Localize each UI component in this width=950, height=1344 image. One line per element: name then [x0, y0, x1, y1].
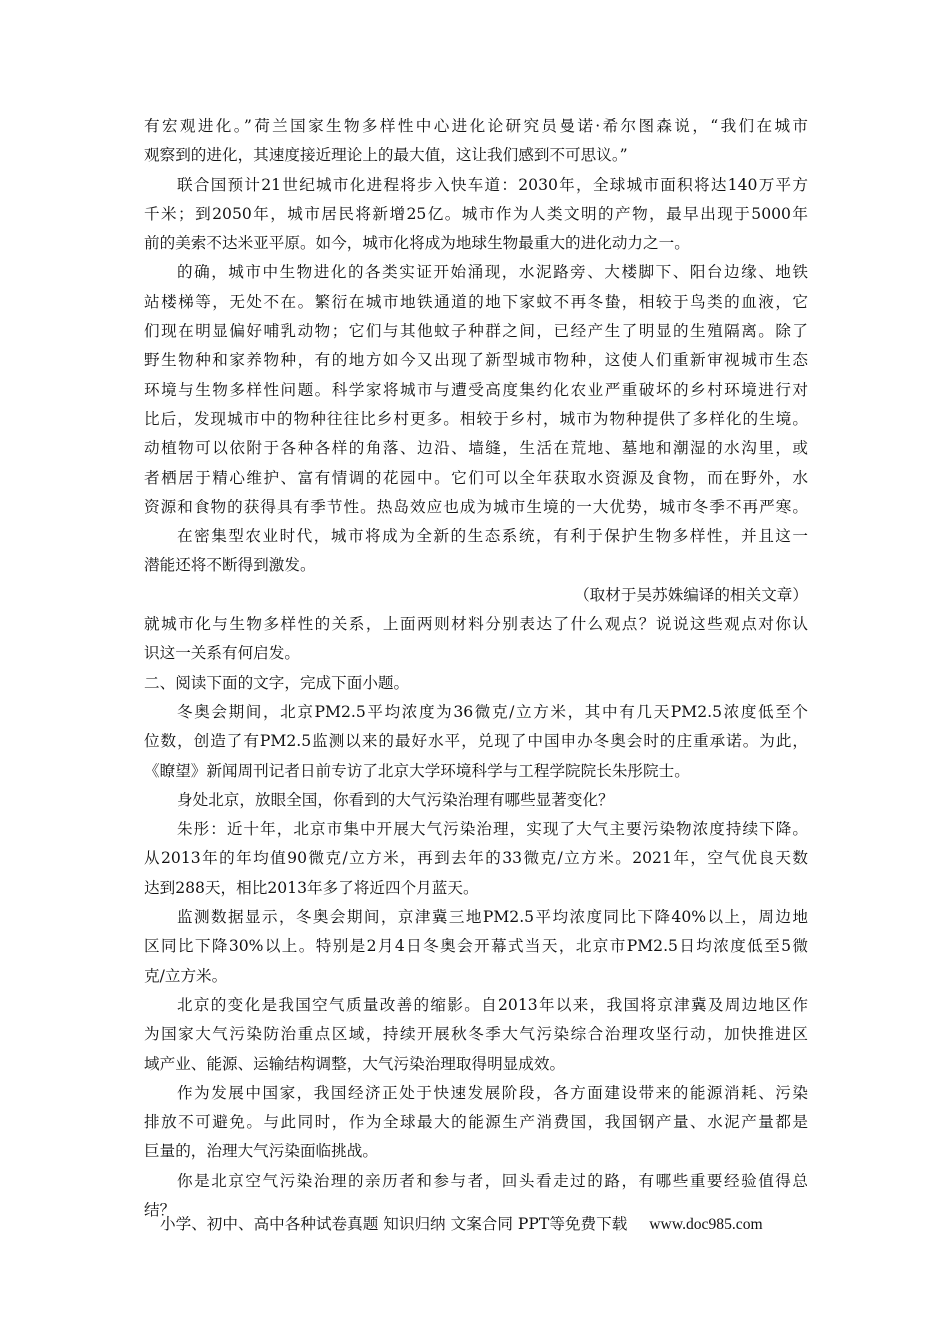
text-line: 为国家大气污染防治重点区域，持续开展秋冬季大气污染综合治理攻坚行动，加快推进区: [144, 1025, 808, 1044]
text-line: 前的美索不达米亚平原。如今，城市化将成为地球生物最重大的进化动力之一。: [144, 234, 690, 253]
text-line: 北京的变化是我国空气质量改善的缩影。自2013年以来，我国将京津冀及周边地区作: [177, 995, 808, 1014]
text-line: 在密集型农业时代，城市将成为全新的生态系统，有利于保护生物多样性，并且这一: [177, 527, 808, 546]
text-line: 观察到的进化，其速度接近理论上的最大值，这让我们感到不可思议。”: [144, 146, 628, 165]
text-line: 域产业、能源、运输结构调整，大气污染治理取得明显成效。: [144, 1054, 566, 1073]
source-citation: （取材于吴苏姝编译的相关文章）: [574, 585, 808, 604]
document-body: [144, 112, 808, 1225]
text-line: 联合国预计21世纪城市化进程将步入快车道：2030年，全球城市面积将达140万平方: [177, 175, 808, 194]
text-line: 监测数据显示，冬奥会期间，京津冀三地PM2.5平均浓度同比下降40%以上，周边地: [177, 908, 808, 927]
text-line: 有宏观进化。”荷兰国家生物多样性中心进化论研究员曼诺·希尔图森说，“我们在城市: [144, 117, 808, 135]
text-line: 朱彤：近十年，北京市集中开展大气污染治理，实现了大气主要污染物浓度持续下降。: [177, 820, 808, 839]
footer-text: 小学、初中、高中各种试卷真题 知识归纳 文案合同 PPT等免费下载: [160, 1215, 628, 1233]
text-line: 站楼梯等，无处不在。繁衍在城市地铁通道的地下家蚊不再冬蛰，相较于鸟类的血液，它: [144, 292, 808, 311]
text-line: 的确，城市中生物进化的各类实证开始涌现，水泥路旁、大楼脚下、阳台边缘、地铁: [177, 263, 808, 282]
text-line: 区同比下降30%以上。特别是2月4日冬奥会开幕式当天，北京市PM2.5日均浓度低至5微: [144, 937, 808, 956]
text-line: 环境与生物多样性问题。科学家将城市与遭受高度集约化农业严重破坏的乡村环境进行对: [144, 380, 808, 399]
text-line: 排放不可避免。与此同时，作为全球最大的能源生产消费国，我国钢产量、水泥产量都是: [144, 1113, 808, 1132]
text-line: 野生物种和家养物种，有的地方如今又出现了新型城市物种，这使人们重新审视城市生态: [144, 351, 808, 370]
text-line: 者栖居于精心维护、富有情调的花园中。它们可以全年获取水资源及食物，而在野外，水: [144, 468, 808, 487]
text-line: 巨量的，治理大气污染面临挑战。: [144, 1142, 378, 1161]
text-line: 潜能还将不断得到激发。: [144, 556, 316, 575]
text-line: 位数，创造了有PM2.5监测以来的最好水平，兑现了中国申办冬奥会时的庄重承诺。为此，: [144, 732, 808, 751]
text-line: 冬奥会期间，北京PM2.5平均浓度为36微克/立方米，其中有几天PM2.5浓度低至个: [177, 702, 808, 721]
text-line: 就城市化与生物多样性的关系，上面两则材料分别表达了什么观点？说说这些观点对你认: [144, 615, 808, 634]
text-line: 你是北京空气污染治理的亲历者和参与者，回头看走过的路，有哪些重要经验值得总: [177, 1171, 808, 1190]
text-line: 动植物可以依附于各种各样的角落、边沿、墙缝，生活在荒地、墓地和潮湿的水沟里，或: [144, 439, 808, 458]
text-line: 千米；到2050年，城市居民将新增25亿。城市作为人类文明的产物，最早出现于5000年: [144, 204, 808, 223]
text-line: 结？: [144, 1200, 176, 1219]
text-line: 达到288天，相比2013年多了将近四个月蓝天。: [144, 878, 479, 897]
text-line: 识这一关系有何启发。: [144, 644, 300, 663]
text-line: 二、阅读下面的文字，完成下面小题。: [144, 673, 410, 692]
text-line: 从2013年的年均值90微克/立方米，再到去年的33微克/立方米。2021年，空气优良天数: [144, 849, 808, 868]
text-line: 比后，发现城市中的物种往往比乡村更多。相较于乡村，城市为物种提供了多样化的生境。: [144, 409, 808, 428]
footer-website-link[interactable]: www.doc985.com: [649, 1216, 763, 1233]
text-line: 们现在明显偏好哺乳动物；它们与其他蚊子种群之间，已经产生了明显的生殖隔离。除了: [144, 322, 808, 341]
text-line: 作为发展中国家，我国经济正处于快速发展阶段，各方面建设带来的能源消耗、污染: [177, 1083, 808, 1102]
text-line: 《瞭望》新闻周刊记者日前专访了北京大学环境科学与工程学院院长朱彤院士。: [144, 761, 690, 780]
text-line: 身处北京，放眼全国，你看到的大气污染治理有哪些显著变化？: [177, 790, 614, 809]
text-line: 资源和食物的获得具有季节性。热岛效应也成为城市生境的一大优势，城市冬季不再严寒。: [144, 497, 808, 516]
page-footer: [160, 1210, 790, 1239]
text-line: 克/立方米。: [144, 966, 228, 985]
